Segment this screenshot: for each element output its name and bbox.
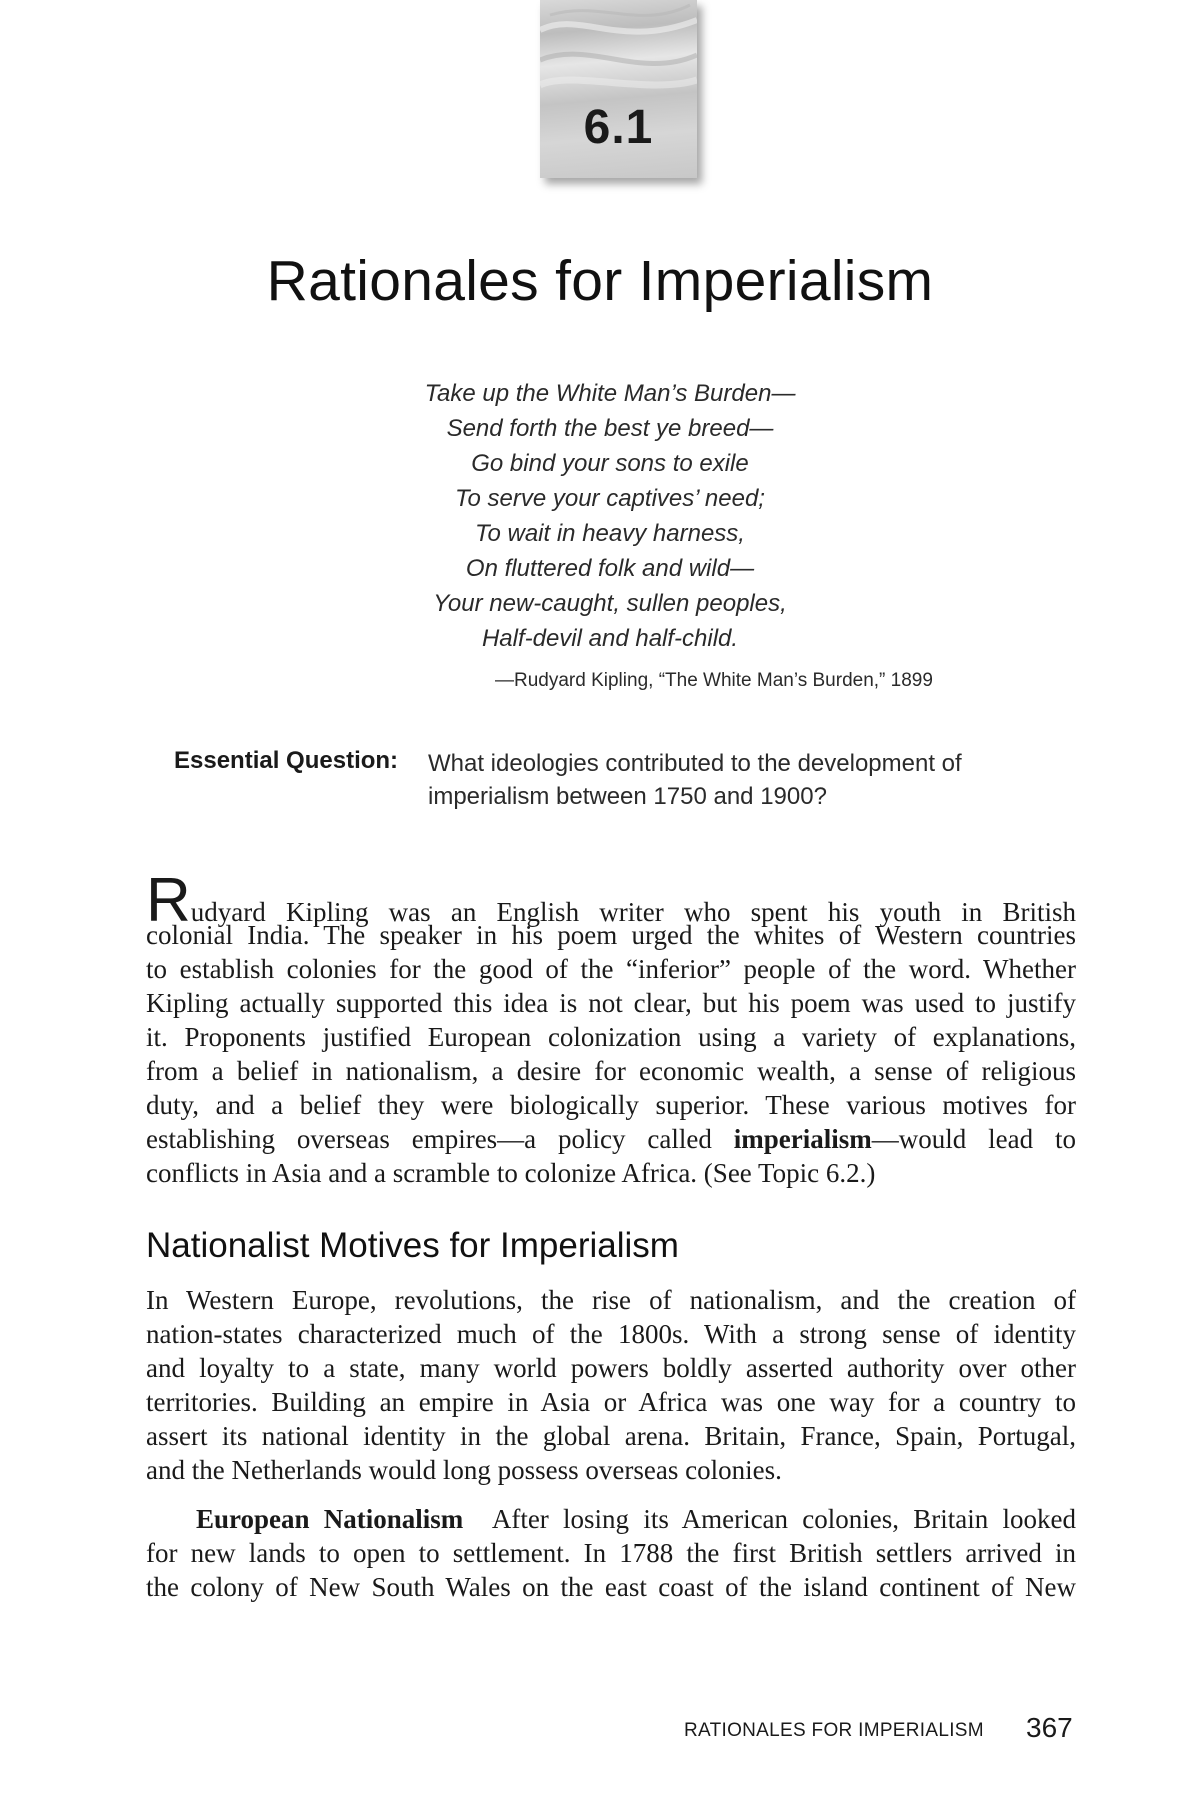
- paragraph-line: from a belief in nationalism, a desire for economic wealth, a sense of religious: [146, 1056, 1076, 1086]
- paragraph-line: colonial India. The speaker in his poem urged the whites of Western countries: [146, 920, 1076, 950]
- essential-question-text: [428, 747, 1038, 813]
- paragraph-line: European Nationalism After losing its American colonies, Britain looked: [196, 1504, 1077, 1534]
- section-paragraph: [146, 1283, 1076, 1487]
- poem-line: Go bind your sons to exile: [471, 450, 749, 477]
- paragraph-line: territories. Building an empire in Asia or Africa was one way for a country to: [146, 1387, 1076, 1417]
- poem-line: On fluttered folk and wild—: [465, 555, 755, 582]
- poem-line: Your new-caught, sullen peoples,: [433, 590, 787, 617]
- section-heading: Nationalist Motives for Imperialism: [146, 1226, 679, 1265]
- poem-line: Send forth the best ye breed—: [446, 415, 774, 442]
- paragraph-line: and loyalty to a state, many world powers boldly asserted authority over other: [146, 1353, 1076, 1383]
- topic-number: 6.1: [583, 101, 654, 154]
- paragraph-line: for new lands to open to settlement. In 1788 the first British settlers arrived in: [146, 1538, 1076, 1568]
- essential-question-line: What ideologies contributed to the development of: [428, 750, 962, 777]
- paragraph-line: it. Proponents justified European colonization using a variety of explanations,: [146, 1022, 1076, 1052]
- paragraph-line: the colony of New South Wales on the east coast of the island continent of New: [146, 1572, 1076, 1602]
- intro-paragraph: [146, 866, 1076, 1190]
- paragraph-line: Kipling actually supported this idea is not clear, but his poem was used to justify: [146, 988, 1076, 1018]
- poem-line: Take up the White Man’s Burden—: [424, 380, 796, 407]
- page-title: Rationales for Imperialism: [266, 249, 934, 313]
- paragraph-line: and the Netherlands would long possess overseas colonies.: [146, 1455, 782, 1485]
- page-number: 367: [1026, 1712, 1073, 1743]
- topic-tab: [540, 0, 697, 178]
- essential-question-line: imperialism between 1750 and 1900?: [428, 783, 827, 810]
- running-footer: RATIONALES FOR IMPERIALISM: [684, 1720, 984, 1741]
- paragraph-line: Rudyard Kipling was an English writer who spent his youth in British: [146, 866, 1076, 935]
- paragraph-line: conflicts in Asia and a scramble to colonize Africa. (See Topic 6.2.): [146, 1158, 876, 1188]
- paragraph-line: nation-states characterized much of the 1800s. With a strong sense of identity: [146, 1319, 1076, 1349]
- paragraph-line: to establish colonies for the good of the “inferior” people of the word. Whether: [146, 954, 1076, 984]
- epigraph-poem: [300, 376, 920, 656]
- paragraph-line: establishing overseas empires—a policy called imperialism—would lead to: [146, 1124, 1076, 1154]
- poem-line: To wait in heavy harness,: [475, 520, 745, 547]
- key-term: imperialism: [733, 1124, 872, 1154]
- subsection-paragraph: [146, 1502, 1076, 1604]
- drop-cap: R: [146, 866, 191, 935]
- paragraph-line: In Western Europe, revolutions, the rise of nationalism, and the creation of: [146, 1285, 1076, 1315]
- poem-line: To serve your captives’ need;: [455, 485, 765, 512]
- paragraph-line: duty, and a belief they were biologically superior. These various motives for: [146, 1090, 1076, 1120]
- epigraph-attribution: —Rudyard Kipling, “The White Man’s Burden,” 1899: [495, 670, 933, 691]
- paragraph-line: assert its national identity in the global arena. Britain, France, Spain, Portugal,: [146, 1421, 1076, 1451]
- poem-line: Half-devil and half-child.: [481, 625, 739, 652]
- run-in-heading: European Nationalism: [196, 1504, 464, 1534]
- essential-question-label: Essential Question:: [174, 747, 399, 774]
